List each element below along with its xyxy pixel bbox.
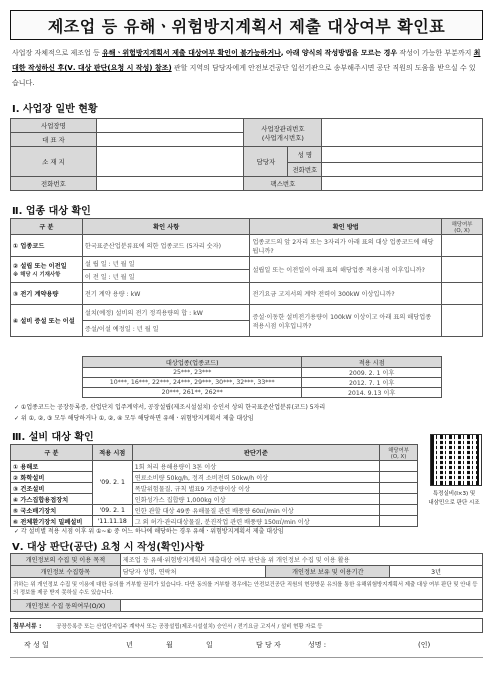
fax-field[interactable] <box>322 177 483 191</box>
sign-seal: (인) <box>418 641 431 649</box>
row-item-industry-code: 한국표준산업분류표에 의한 업종코드 (5자리 숫자) <box>82 235 250 257</box>
section1-heading: Ⅰ. 사업장 일반 현황 <box>12 104 98 115</box>
eq-criteria: 그 외 허가·관리대상물질, 분진작업 관련 배풍량 150㎥/min 이상 <box>132 516 379 527</box>
attachments-label: 첨부서류 : <box>11 619 55 633</box>
label-mgmt-no-main: 사업장관리번호 <box>261 124 305 133</box>
label-workplace-name: 사업장명 <box>11 119 97 133</box>
privacy-period-label: 개인정보 보유 및 이용기간 <box>266 566 390 578</box>
qr-caption <box>422 490 486 508</box>
row-type-establish <box>11 257 83 283</box>
eq-type: ⑤ 국소배기장치 <box>11 505 93 516</box>
eq-type: ⑥ 전체환기장치 밀폐설비 <box>11 516 93 527</box>
row-item-equipment-power[interactable]: 설치(예정) 설비의 전기 정격용량의 합 : kW <box>82 305 250 321</box>
row-type-establish-label: ② 설립 또는 이전일 <box>13 263 67 270</box>
eq-type: ④ 가스집합용접장치 <box>11 494 93 505</box>
applicable-field-1[interactable] <box>442 235 483 257</box>
eq-applicable-field[interactable] <box>380 483 418 494</box>
intro-emphasis: 최대한 작성하신 후(Ⅴ. 대상 판단(요청 시 작성) 참조) <box>12 49 481 72</box>
label-manager: 담당자 <box>244 147 288 177</box>
col-method: 확인 방법 <box>250 219 442 235</box>
eq-criteria: 1회 처리 용해용량이 3톤 이상 <box>132 461 379 472</box>
phone-field[interactable] <box>96 177 244 191</box>
row-item-power[interactable]: 전기 계약 용량 : kW <box>82 283 250 305</box>
ceo-field[interactable] <box>96 133 244 147</box>
eq-date: '11.11.18 <box>92 516 132 527</box>
privacy-purpose-label: 개인정보의 수집 및 이용 목적 <box>11 554 121 566</box>
eq-applicable-field[interactable] <box>380 494 418 505</box>
eq-col-criteria: 판단기준 <box>132 445 379 461</box>
eq-type: ① 용해로 <box>11 461 93 472</box>
eq-applicable-field[interactable] <box>380 461 418 472</box>
privacy-items-label: 개인정보 수집항목 <box>11 566 121 578</box>
row-item-establish-date[interactable]: 설 립 일 : 년 월 일 <box>82 257 250 270</box>
workplace-table <box>10 118 483 191</box>
lookup-date: 2012. 7. 1 이후 <box>302 378 442 388</box>
lookup-code: 10***, 16***, 22***, 24***, 29***, 30***, 32***, 33*** <box>83 378 302 388</box>
lookup-code: 25***, 23*** <box>83 368 302 378</box>
attachments-table <box>10 618 483 633</box>
eq-criteria: 폭발위험물질, 규칙 별표9 기준량이상 이상 <box>132 483 379 494</box>
privacy-purpose-value: 제조업 등 유해·위험방지계획서 제출대상 여부 판단을 위 개인정보 수집 및 이용 활용 <box>120 554 482 566</box>
label-manager-phone: 전화번호 <box>288 163 322 177</box>
row-type-power: ③ 전기 계약용량 <box>11 283 83 305</box>
privacy-table <box>10 553 483 612</box>
document-title: 제조업 등 유해ㆍ위험방지계획서 제출 대상여부 확인표 <box>10 10 483 40</box>
attachments-text: 공장등록증 또는 산업단지입주 계약서 또는 공장설립(제조시설설치) 승인서 / 전기요금 고지서 / 설비 현황 자료 등 <box>54 619 482 633</box>
applicable-field-3[interactable] <box>442 283 483 305</box>
signature-row <box>10 640 483 650</box>
eq-date: '09. 2. 1 <box>92 505 132 516</box>
eq-applicable-field[interactable] <box>380 505 418 516</box>
row-item-equipment-date[interactable]: 증설/이설 예정일 : 년 월 일 <box>82 321 250 337</box>
privacy-period-value: 3년 <box>390 566 483 578</box>
section5-heading: Ⅴ. 대상 판단(공단) 요청 시 작성(확인)사항 <box>12 542 205 553</box>
equipment-table <box>10 444 418 527</box>
privacy-notice: 귀하는 위 개인정보 수집 및 이용에 대한 동의를 거부할 권리가 있습니다. 다만 동의를 거부할 경우에는 안전보건공단 직원의 현장방문 유의를 통한 유해위험방지계획서 제출 대상 여부 판단 및 안내 등의 정보를 제공 받지 못하실 수도 있습니다. <box>11 578 483 600</box>
row-item-move-date[interactable]: 이 전 일 : 년 월 일 <box>82 270 250 283</box>
label-ceo: 대 표 자 <box>11 133 97 147</box>
sign-month[interactable]: 월 <box>166 641 173 649</box>
col-applicable <box>442 219 483 235</box>
sign-name-label[interactable]: 성명 : <box>308 641 327 649</box>
eq-col-date: 적용 시점 <box>92 445 132 461</box>
row-method-industry-code: 업종코드의 앞 2자리 또는 3자리가 아래 표의 대상 업종코드에 해당됩니까? <box>250 235 442 257</box>
lookup-date: 2009. 2. 1 이후 <box>302 368 442 378</box>
label-manager-name: 성 명 <box>288 147 322 163</box>
eq-date: '09. 2. 1 <box>92 461 132 505</box>
intro-paragraph <box>12 46 482 91</box>
applicable-field-4[interactable] <box>442 305 483 337</box>
qr-caption-line-1: 특정실비(Ⅰ×3) 및 <box>432 491 476 497</box>
lookup-col-date: 적용 시점 <box>302 357 442 368</box>
section2-note-1: ✓ ①업종코드는 공장등록증, 산업단지 입주계약서, 공장설립(제조시설설치) 승인서 상의 한국표준산업분류(코드) 5자리 <box>14 404 326 411</box>
intro-text: 작성이 가능한 부분까지 <box>397 49 474 57</box>
section2-note-2: ✓ 위 ①, ②, ③ 모두 해당하거나 ①, ②, ④ 모두 해당하면 유해ㆍ위험방지계획서 제출 대상임 <box>14 415 254 422</box>
intro-emphasis: , 아래 양식의 작성방법을 모르는 경우 <box>280 49 398 57</box>
workplace-name-field[interactable] <box>96 119 244 133</box>
eq-criteria: 연료소비량 50kg/h, 정격 소비전력 50kw/h 이상 <box>132 472 379 483</box>
label-mgmt-no-sub: (사업개시번호) <box>261 133 304 142</box>
eq-col-type: 구 분 <box>11 445 93 461</box>
eq-criteria: 인화성가스 집합량 1,000kg 이상 <box>132 494 379 505</box>
col-type: 구 분 <box>11 219 83 235</box>
mgmt-no-field[interactable] <box>322 119 483 147</box>
lookup-date: 2014. 9.13 이후 <box>302 388 442 398</box>
row-method-establish: 설립일 또는 이전일이 아래 표의 해당업종 적용시점 이후입니까? <box>250 257 442 283</box>
eq-col-applicable-sub: (O, X) <box>390 453 407 460</box>
document-page <box>10 4 483 681</box>
section3-note: ✓ 각 설비별 적용 시점 이후 위 ①~⑥ 중 어느 하나에 해당하는 경우 유해ㆍ위험방지계획서 제출 대상임 <box>14 528 284 535</box>
lookup-code: 20***, 261**, 262** <box>83 388 302 398</box>
label-mgmt-no <box>244 119 322 147</box>
col-item: 확인 사항 <box>82 219 250 235</box>
manager-phone-field[interactable] <box>322 163 483 177</box>
label-address: 소 재 지 <box>11 147 97 177</box>
row-method-power: 전기요금 고지서의 계약 전력이 300kW 이상입니까? <box>250 283 442 305</box>
eq-col-applicable-label: 해당여부 <box>388 447 409 454</box>
address-field[interactable] <box>96 147 244 177</box>
industry-lookup-table <box>82 356 442 398</box>
intro-text: 관할 지역의 담당자에게 안전보건공단 일선기관으로 송부해주시면 공단 직원의 도움을 받으실 수 있습니다. <box>12 64 476 87</box>
footer-divider <box>10 657 483 658</box>
privacy-consent-label: 개인정보 수집 동의여부(O/X) <box>11 600 121 612</box>
eq-col-applicable <box>380 445 418 461</box>
section3-heading: Ⅲ. 설비 대상 확인 <box>12 432 94 443</box>
col-applicable-sub: (O, X) <box>454 227 470 234</box>
section2-heading: Ⅱ. 업종 대상 확인 <box>12 206 91 217</box>
manager-name-field[interactable] <box>322 147 483 163</box>
row-type-establish-sub: ※ 해당 시 기재사항 <box>13 272 61 278</box>
row-type-industry-code: ① 업종코드 <box>11 235 83 257</box>
qr-code-icon[interactable] <box>430 434 482 486</box>
privacy-consent-field[interactable] <box>120 600 482 612</box>
applicable-field-2[interactable] <box>442 257 483 283</box>
sign-year[interactable]: 년 <box>126 641 133 649</box>
label-fax: 팩스번호 <box>244 177 322 191</box>
eq-criteria: 인한 관할 대상 49종 유해물질 관련 배풍량 60㎥/min 이상 <box>132 505 379 516</box>
eq-type: ② 화학설비 <box>11 472 93 483</box>
lookup-col-code: 대상업종(업종코드) <box>83 357 302 368</box>
qr-caption-line-2: 내삼민으로 판단 시조 <box>428 500 480 506</box>
sign-manager-label: 담 당 자 <box>256 641 281 649</box>
privacy-items-value: 담당자 성명, 연락처 <box>120 566 266 578</box>
sign-day[interactable]: 일 <box>206 641 213 649</box>
intro-text: 사업장 자체적으로 제조업 등 <box>12 49 103 57</box>
intro-emphasis: 유해ㆍ위험방지계획서 제출 대상여부 확인이 불가능하거나 <box>102 49 281 57</box>
row-type-equipment: ④ 설비 증설 또는 이설 <box>11 305 83 337</box>
sign-date-label: 작 성 일 <box>24 641 49 649</box>
eq-applicable-field[interactable] <box>380 472 418 483</box>
col-applicable-label: 해당여부 <box>451 221 473 228</box>
label-phone: 전화번호 <box>11 177 97 191</box>
eq-applicable-field[interactable] <box>380 516 418 527</box>
eq-type: ③ 건조설비 <box>11 483 93 494</box>
industry-table <box>10 218 483 337</box>
row-method-equipment: 증설·이동한 설비전기용량이 100kW 이상이고 아래 표의 해당업종 적용시점 이후입니까? <box>250 305 442 337</box>
